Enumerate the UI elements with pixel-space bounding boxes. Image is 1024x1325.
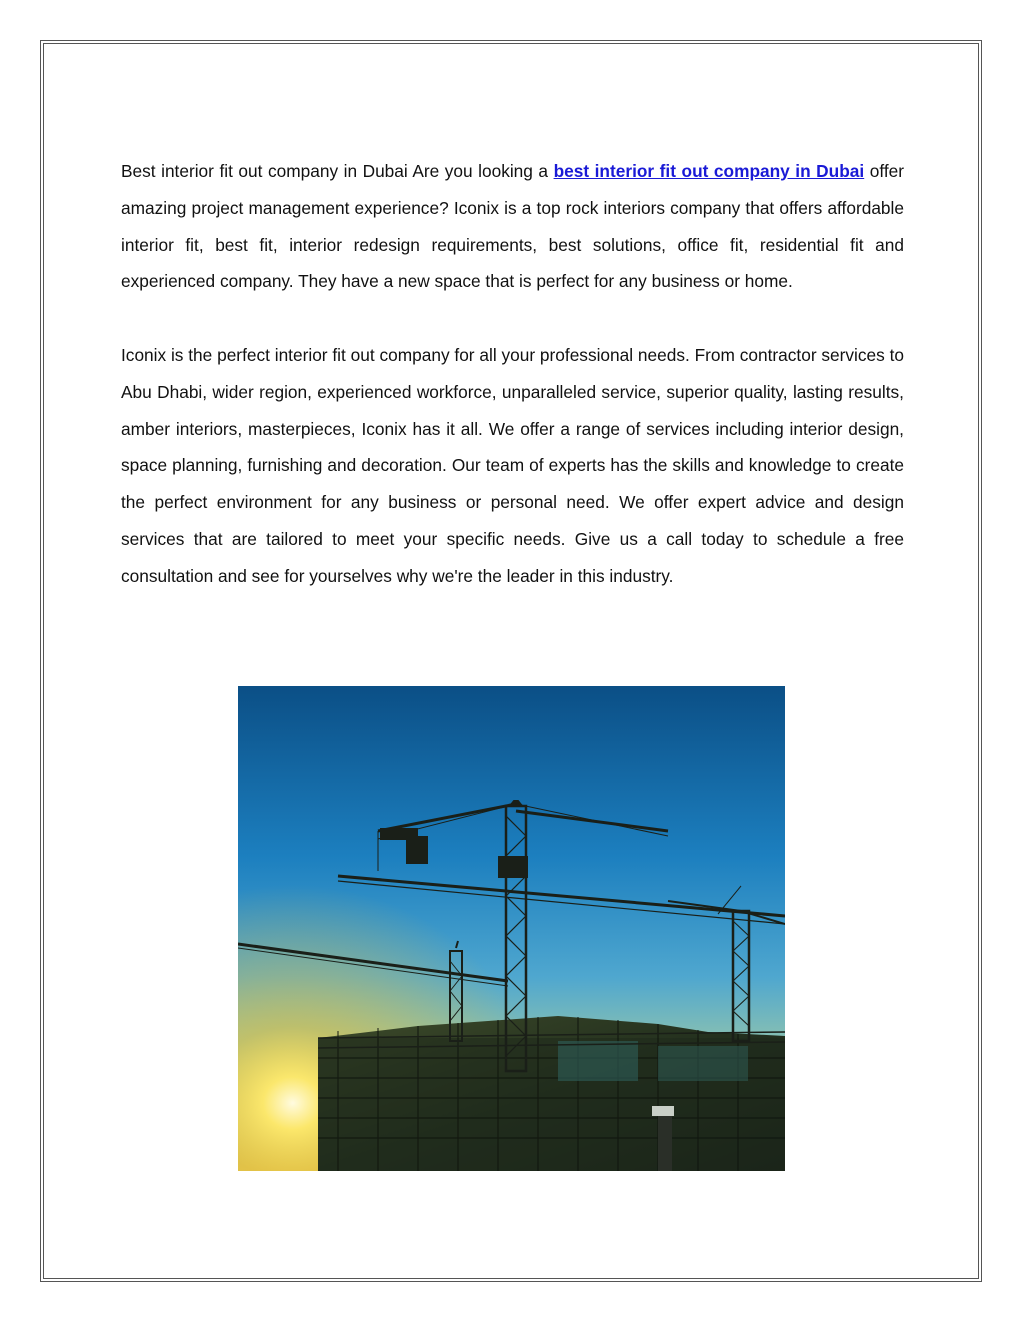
intro-text-end: offer amazing project management experience? Iconix is a top rock interiors company that offers affordable interior fit, best fit, interior redesign requirements, best solutions, office fit, residential fit and experienced company. They have a new space that is perfect for any business or home.: [121, 161, 904, 292]
paragraph-services: Iconix is the perfect interior fit out company for all your professional needs. From contractor services to Abu Dhabi, wider region, experienced workforce, unparalleled service, superior quality, lasting results, amber interiors, masterpieces, Iconix has it all. We offer a range of services including interior design, space planning, furnishing and decoration. Our team of experts has the skills and knowledge to create the perfect environment for any business or personal need. We offer expert advice and design services that are tailored to meet your specific needs. Give us a call today to schedule a free consultation and see for yourselves why we're the leader in this industry.: [121, 344, 904, 586]
company-link[interactable]: best interior fit out company in Dubai: [553, 161, 865, 181]
construction-cranes-photo: [238, 686, 785, 1171]
document-body: [121, 153, 904, 595]
intro-text-start: Best interior fit out company in Dubai Are you looking a: [121, 161, 554, 181]
paragraph-intro: [121, 153, 904, 300]
